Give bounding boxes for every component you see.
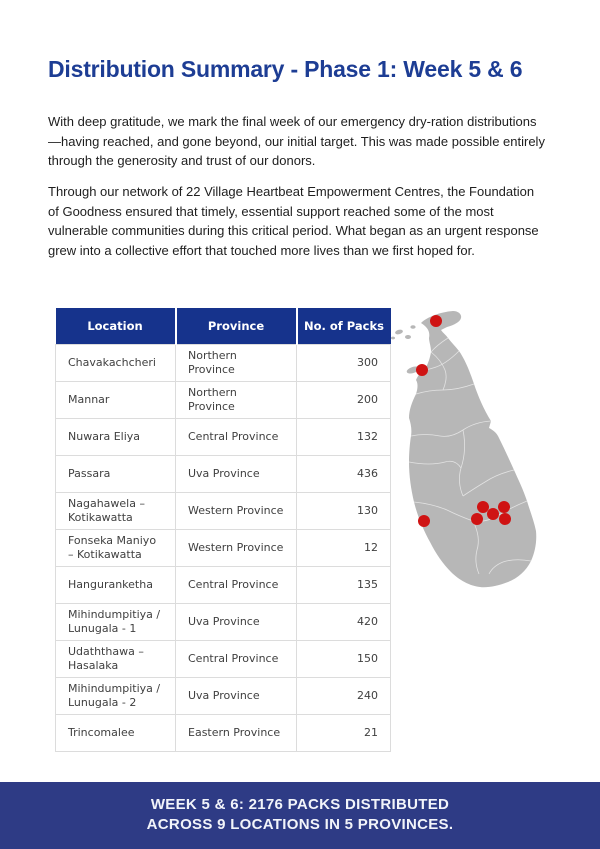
intro-paragraph-1: With deep gratitude, we mark the final week of our emergency dry-ration distributions—having reached, and gone beyond, our initial target. This was made possible entirely through the generosity and trust of our donors. [48, 114, 545, 168]
banner-line-1: WEEK 5 & 6: 2176 PACKS DISTRIBUTED [150, 796, 450, 813]
map-marker [416, 364, 428, 376]
table-row [56, 678, 391, 715]
cell-location: Nagahawela – Kotikawatta [56, 493, 176, 530]
banner-line-2: ACROSS 9 LOCATIONS IN 5 PROVINCES. [146, 816, 454, 833]
cell-location: Passara [56, 456, 176, 493]
table-row [56, 493, 391, 530]
cell-location: Hanguranketha [56, 567, 176, 604]
cell-packs: 135 [297, 567, 391, 604]
cell-packs: 420 [297, 604, 391, 641]
cell-province: Central Province [176, 641, 297, 678]
cell-packs: 240 [297, 678, 391, 715]
cell-location: Chavakachcheri [56, 345, 176, 382]
cell-packs: 150 [297, 641, 391, 678]
cell-province: Western Province [176, 493, 297, 530]
map-marker [487, 508, 499, 520]
sri-lanka-map [385, 290, 600, 600]
table-header-row [56, 308, 391, 345]
table-row [56, 456, 391, 493]
cell-province: Western Province [176, 530, 297, 567]
sri-lanka-map-svg [385, 290, 600, 600]
cell-packs: 200 [297, 382, 391, 419]
distribution-table [55, 308, 391, 752]
cell-province: Central Province [176, 567, 297, 604]
cell-province: Uva Province [176, 604, 297, 641]
cell-province: Eastern Province [176, 715, 297, 752]
col-header-location: Location [56, 308, 176, 345]
table-row [56, 567, 391, 604]
intro-paragraph-2: Through our network of 22 Village Heartbeat Empowerment Centres, the Foundation of Goodness ensured that timely, essential support reached some of the most vulnerable communities during this critical period. What began as an urgent response grew into a collective effort that touched more lives than we first hoped for. [48, 184, 539, 258]
table-row [56, 641, 391, 678]
cell-packs: 130 [297, 493, 391, 530]
cell-location: Mihindumpitiya / Lunugala - 1 [56, 604, 176, 641]
map-marker [499, 513, 511, 525]
cell-location: Udaththawa – Hasalaka [56, 641, 176, 678]
col-header-packs: No. of Packs [297, 308, 391, 345]
table-row [56, 715, 391, 752]
cell-packs: 21 [297, 715, 391, 752]
cell-province: Uva Province [176, 678, 297, 715]
cell-packs: 12 [297, 530, 391, 567]
cell-packs: 300 [297, 345, 391, 382]
summary-banner [0, 782, 600, 849]
cell-packs: 132 [297, 419, 391, 456]
table-row [56, 345, 391, 382]
cell-province: Northern Province [176, 345, 297, 382]
table-row [56, 382, 391, 419]
cell-location: Mannar [56, 382, 176, 419]
cell-packs: 436 [297, 456, 391, 493]
cell-location: Mihindumpitiya / Lunugala - 2 [56, 678, 176, 715]
map-marker [471, 513, 483, 525]
cell-province: Uva Province [176, 456, 297, 493]
page-title: Distribution Summary - Phase 1: Week 5 & 6 [48, 56, 523, 82]
map-marker [418, 515, 430, 527]
cell-location: Trincomalee [56, 715, 176, 752]
cell-province: Northern Province [176, 382, 297, 419]
table-row [56, 604, 391, 641]
map-marker [498, 501, 510, 513]
cell-location: Nuwara Eliya [56, 419, 176, 456]
cell-location: Fonseka Maniyo – Kotikawatta [56, 530, 176, 567]
table-row [56, 419, 391, 456]
table-row [56, 530, 391, 567]
map-marker [430, 315, 442, 327]
island-shape [391, 311, 536, 587]
map-marker [477, 501, 489, 513]
col-header-province: Province [176, 308, 297, 345]
cell-province: Central Province [176, 419, 297, 456]
distribution-table-body [56, 345, 391, 752]
